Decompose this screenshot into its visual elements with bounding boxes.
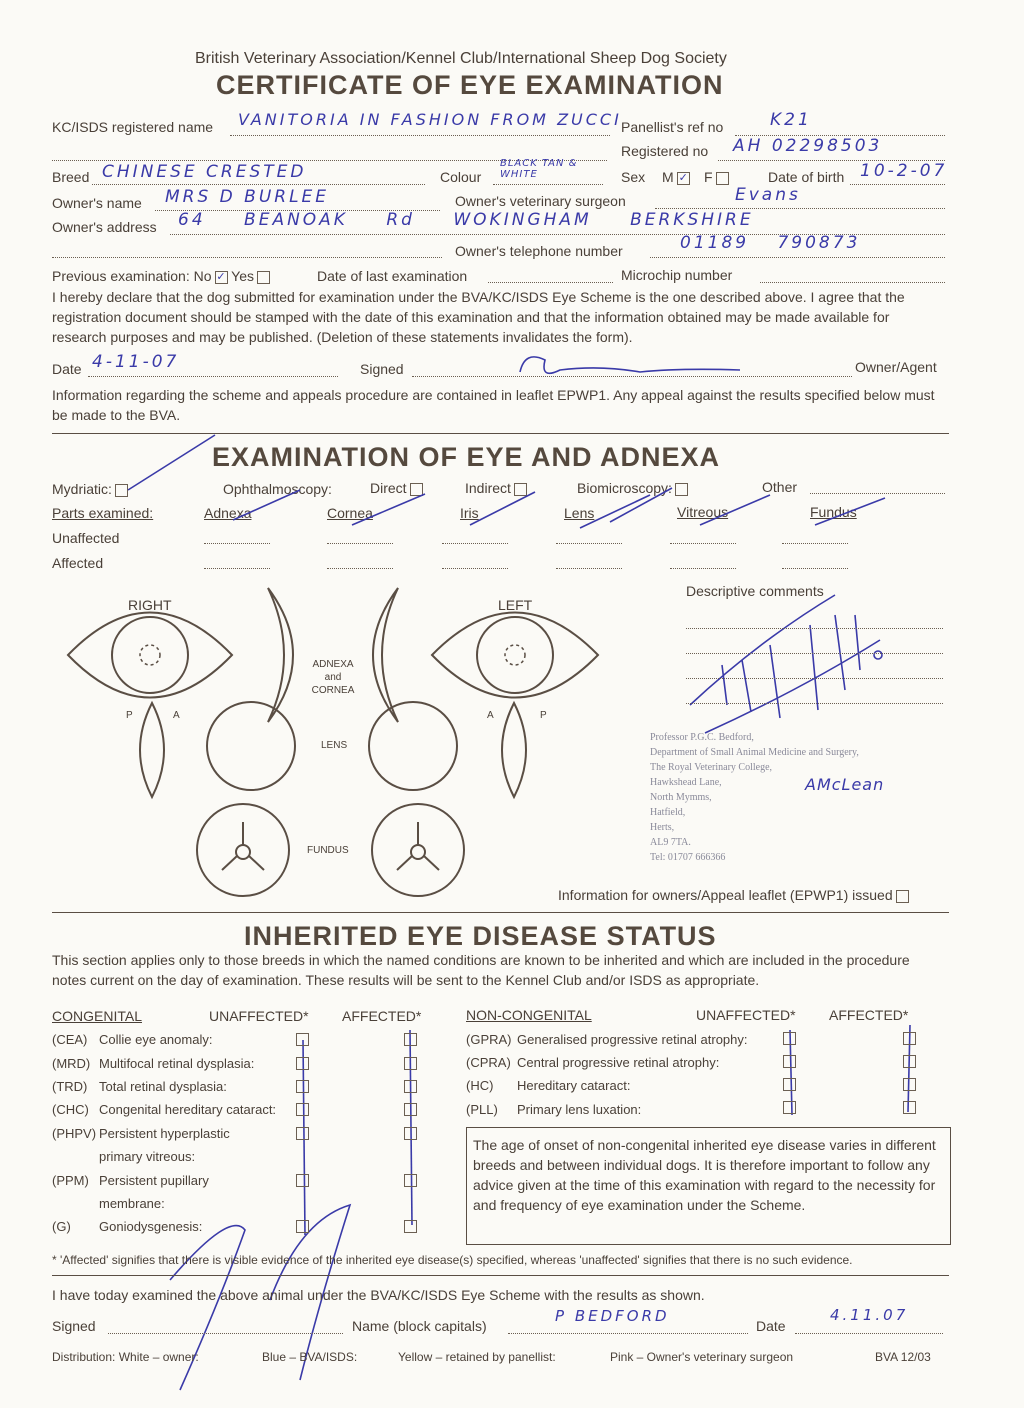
list-item-cont: primary vitreous: xyxy=(99,1149,196,1164)
list-item: (PPM) Persistent pupillary xyxy=(52,1173,209,1188)
info-text: Information regarding the scheme and appeals procedure are contained in leaflet EPWP1. Any appeal against the results specified below must be made to the BVA. xyxy=(52,387,935,423)
prev-exam-no-checkbox[interactable]: ✓ xyxy=(216,270,226,283)
phone-label: Owner's telephone number xyxy=(455,243,623,259)
gpra-affected-checkbox[interactable] xyxy=(903,1032,916,1045)
stamp-signature: AMcLean xyxy=(805,775,885,794)
date-value[interactable]: 4-11-07 xyxy=(92,352,180,372)
cea-affected-checkbox[interactable] xyxy=(404,1033,417,1046)
right-a-label: A xyxy=(173,710,180,721)
chc-affected-checkbox[interactable] xyxy=(404,1103,417,1116)
leaflet-issued-checkbox[interactable] xyxy=(896,890,909,903)
date-label: Date xyxy=(52,361,82,377)
non-congenital-header: NON-CONGENITAL xyxy=(466,1007,592,1023)
fundus-label: FUNDUS xyxy=(307,845,349,856)
gpra-unaffected-checkbox[interactable] xyxy=(783,1032,796,1045)
affected-footnote: * 'Affected' signifies that there is visible evidence of the inherited eye disease(s) specified, whereas 'unaffected' signifies that there is no such evidence. xyxy=(52,1253,853,1267)
prev-exam-yes-checkbox[interactable] xyxy=(257,271,270,284)
distribution-yellow: Yellow – retained by panellist: xyxy=(398,1350,556,1364)
left-eye-outline xyxy=(432,613,598,698)
g-affected-checkbox[interactable] xyxy=(404,1220,417,1233)
sex-m-checkbox[interactable]: ✓ xyxy=(678,171,688,184)
panellist-ref-value[interactable]: K21 xyxy=(770,110,812,130)
trd-unaffected-checkbox[interactable] xyxy=(296,1080,309,1093)
microchip-label: Microchip number xyxy=(621,267,733,283)
certificate-title: CERTIFICATE OF EYE EXAMINATION xyxy=(216,70,724,100)
mrd-unaffected-checkbox[interactable] xyxy=(296,1057,309,1070)
block-name-label: Name (block capitals) xyxy=(352,1318,487,1334)
congenital-unaffected-header: UNAFFECTED* xyxy=(209,1008,309,1024)
right-eye-outline xyxy=(68,613,232,698)
breed-value[interactable]: CHINESE CRESTED xyxy=(102,162,307,182)
sex-label: Sex xyxy=(621,169,646,185)
colour-label: Colour xyxy=(440,169,482,185)
onset-note: The age of onset of non-congenital inherited eye disease varies in different breeds and between individual dogs. It is therefore important to follow any advice given at the time of this examination with regard to the necessity for and frequency of eye examination under the Scheme. xyxy=(473,1137,936,1213)
registered-no-value[interactable]: AH 02298503 xyxy=(733,136,883,156)
leaflet-issued-label: Information for owners/Appeal leaflet (EPWP1) issued xyxy=(558,887,909,903)
list-item: (CHC) Congenital hereditary cataract: xyxy=(52,1102,277,1117)
list-item: (PLL) Primary lens luxation: xyxy=(466,1102,642,1117)
sex-f-checkbox[interactable] xyxy=(716,172,729,185)
reg-name-value[interactable]: VANITORIA IN FASHION FROM ZUCCI xyxy=(238,110,622,129)
block-name-value[interactable]: P BEDFORD xyxy=(555,1307,670,1325)
part-adnexa: Adnexa xyxy=(204,505,252,521)
ppm-unaffected-checkbox[interactable] xyxy=(296,1174,309,1187)
left-pupil xyxy=(505,645,525,665)
panellist-ref-label: Panellist's ref no xyxy=(621,119,724,135)
list-item: (G) Goniodysgenesis: xyxy=(52,1219,203,1234)
cpra-affected-checkbox[interactable] xyxy=(903,1055,916,1068)
pll-affected-checkbox[interactable] xyxy=(903,1101,916,1114)
other-label: Other xyxy=(762,479,798,495)
distribution-white: Distribution: White – owner: xyxy=(52,1350,199,1364)
left-cornea-crescent xyxy=(373,588,398,722)
mydriatic-checkbox[interactable] xyxy=(115,484,128,497)
exam-title: EXAMINATION OF EYE AND ADNEXA xyxy=(212,442,721,472)
part-iris: Iris xyxy=(460,505,479,521)
distribution-pink: Pink – Owner's veterinary surgeon xyxy=(610,1350,794,1364)
descriptive-comments-label: Descriptive comments xyxy=(686,583,824,599)
ophthalmoscopy-label: Ophthalmoscopy: xyxy=(223,481,332,497)
left-a-label: A xyxy=(487,710,494,721)
examined-text: I have today examined the above animal under the BVA/KC/ISDS Eye Scheme with the results as shown. xyxy=(52,1287,705,1303)
non-congenital-affected-header: AFFECTED* xyxy=(829,1007,909,1023)
list-item-cont: membrane: xyxy=(99,1196,165,1211)
g-unaffected-checkbox[interactable] xyxy=(296,1220,309,1233)
sex-f[interactable]: F xyxy=(704,169,729,185)
sex-m[interactable]: M ✓ xyxy=(662,169,688,185)
left-p-label: P xyxy=(540,710,547,721)
address-value[interactable]: 64 BEANOAK Rd WOKINGHAM BERKSHIRE xyxy=(178,210,754,230)
footer-date-label: Date xyxy=(756,1318,786,1334)
vet-stamp: Professor P.G.C. Bedford, Department of Small Animal Medicine and Surgery, The Royal Veterinary College, Hawkshead Lane, North Mymms, Hatfield, Herts, AL9 7TA. Tel: 01707 666366 xyxy=(650,732,859,863)
cea-unaffected-checkbox[interactable] xyxy=(296,1033,309,1046)
left-iris xyxy=(477,617,553,693)
mydriatic-label: Mydriatic: xyxy=(52,481,128,497)
right-eye-label: RIGHT xyxy=(128,597,172,613)
biomicroscopy-checkbox[interactable] xyxy=(675,483,688,496)
affected-label: Affected xyxy=(52,555,104,571)
part-fundus: Fundus xyxy=(810,504,857,520)
owner-name-value[interactable]: MRS D BURLEE xyxy=(165,187,330,207)
footer-date-value[interactable]: 4.11.07 xyxy=(830,1306,909,1324)
signed-label: Signed xyxy=(360,361,404,377)
list-item: (CPRA) Central progressive retinal atrophy: xyxy=(466,1055,720,1070)
right-lens xyxy=(140,703,164,797)
owner-agent-label: Owner/Agent xyxy=(855,359,937,375)
reg-name-label: KC/ISDS registered name xyxy=(52,119,214,135)
right-cornea-crescent xyxy=(268,588,293,722)
lens-label: LENS xyxy=(321,740,348,751)
distribution-blue: Blue – BVA/ISDS: xyxy=(262,1350,358,1364)
phpv-unaffected-checkbox[interactable] xyxy=(296,1127,309,1140)
right-lens-circle xyxy=(207,702,295,790)
list-item: (TRD) Total retinal dysplasia: xyxy=(52,1079,227,1094)
prev-exam-label: Previous examination: No ✓ Yes xyxy=(52,268,270,284)
list-item: (MRD) Multifocal retinal dysplasia: xyxy=(52,1056,255,1071)
status-intro: This section applies only to those breeds in which the named conditions are known to be inherited and which are included in the procedure notes current on the day of examination. These results will be sent to the Kennel Club and/or ISDS as appropriate. xyxy=(52,952,910,988)
breed-label: Breed xyxy=(52,169,90,185)
list-item: (HC) Hereditary cataract: xyxy=(466,1078,631,1093)
dob-label: Date of birth xyxy=(768,169,845,185)
non-congenital-unaffected-header: UNAFFECTED* xyxy=(696,1007,796,1023)
part-lens: Lens xyxy=(564,505,595,521)
colour-value[interactable]: BLACK TAN & WHITE xyxy=(500,158,578,180)
left-eye-label: LEFT xyxy=(498,597,533,613)
parts-examined-label: Parts examined: xyxy=(52,505,154,521)
part-vitreous: Vitreous xyxy=(677,504,729,520)
adnexa-cornea-label: ADNEXA and CORNEA xyxy=(311,659,355,696)
left-lens xyxy=(502,703,526,797)
left-fundus-circle xyxy=(372,804,464,896)
right-p-label: P xyxy=(126,710,133,721)
vet-surgeon-value[interactable]: Evans xyxy=(735,185,801,205)
congenital-affected-header: AFFECTED* xyxy=(342,1008,422,1024)
indirect-checkbox[interactable] xyxy=(514,483,527,496)
phone-value[interactable]: 01189 790873 xyxy=(680,233,861,253)
form-code: BVA 12/03 xyxy=(875,1350,931,1364)
part-cornea: Cornea xyxy=(327,505,373,521)
last-exam-label: Date of last examination xyxy=(317,268,468,284)
hc-unaffected-checkbox[interactable] xyxy=(783,1078,796,1091)
congenital-header: CONGENITAL xyxy=(52,1008,142,1024)
list-item: (GPRA) Generalised progressive retinal atrophy: xyxy=(466,1032,748,1047)
footer-signed-label: Signed xyxy=(52,1318,96,1334)
cpra-unaffected-checkbox[interactable] xyxy=(783,1055,796,1068)
hc-affected-checkbox[interactable] xyxy=(903,1078,916,1091)
vet-surgeon-label: Owner's veterinary surgeon xyxy=(455,193,626,209)
declaration-text: I hereby declare that the dog submitted for examination under the BVA/KC/ISDS Eye Scheme is the one described above. I agree that the registration document should be stamped with the date of this examination and that the information obtained may be made available for research purposes and may be published. (Deletion of these statements invalidates the form). xyxy=(52,289,905,345)
biomicroscopy-label: Biomicroscopy: xyxy=(577,480,688,496)
onset-note-box xyxy=(466,1127,951,1245)
mrd-affected-checkbox[interactable] xyxy=(404,1057,417,1070)
owner-name-label: Owner's name xyxy=(52,195,142,211)
registered-no-label: Registered no xyxy=(621,143,709,159)
list-item: (CEA) Collie eye anomaly: xyxy=(52,1032,213,1047)
direct-label: Direct xyxy=(370,480,423,496)
direct-checkbox[interactable] xyxy=(410,483,423,496)
unaffected-label: Unaffected xyxy=(52,530,120,546)
right-pupil xyxy=(140,645,160,665)
indirect-label: Indirect xyxy=(465,480,527,496)
org-header: British Veterinary Association/Kennel Club/International Sheep Dog Society xyxy=(195,50,727,67)
list-item: (PHPV) Persistent hyperplastic xyxy=(52,1126,230,1141)
chc-unaffected-checkbox[interactable] xyxy=(296,1103,309,1116)
pll-unaffected-checkbox[interactable] xyxy=(783,1101,796,1114)
dob-value[interactable]: 10-2-07 xyxy=(860,161,948,181)
phpv-affected-checkbox[interactable] xyxy=(404,1127,417,1140)
trd-affected-checkbox[interactable] xyxy=(404,1080,417,1093)
status-title: INHERITED EYE DISEASE STATUS xyxy=(244,921,717,951)
ppm-affected-checkbox[interactable] xyxy=(404,1174,417,1187)
left-lens-circle xyxy=(369,702,457,790)
right-fundus-circle xyxy=(197,804,289,896)
address-label: Owner's address xyxy=(52,219,157,235)
right-iris xyxy=(112,617,188,693)
